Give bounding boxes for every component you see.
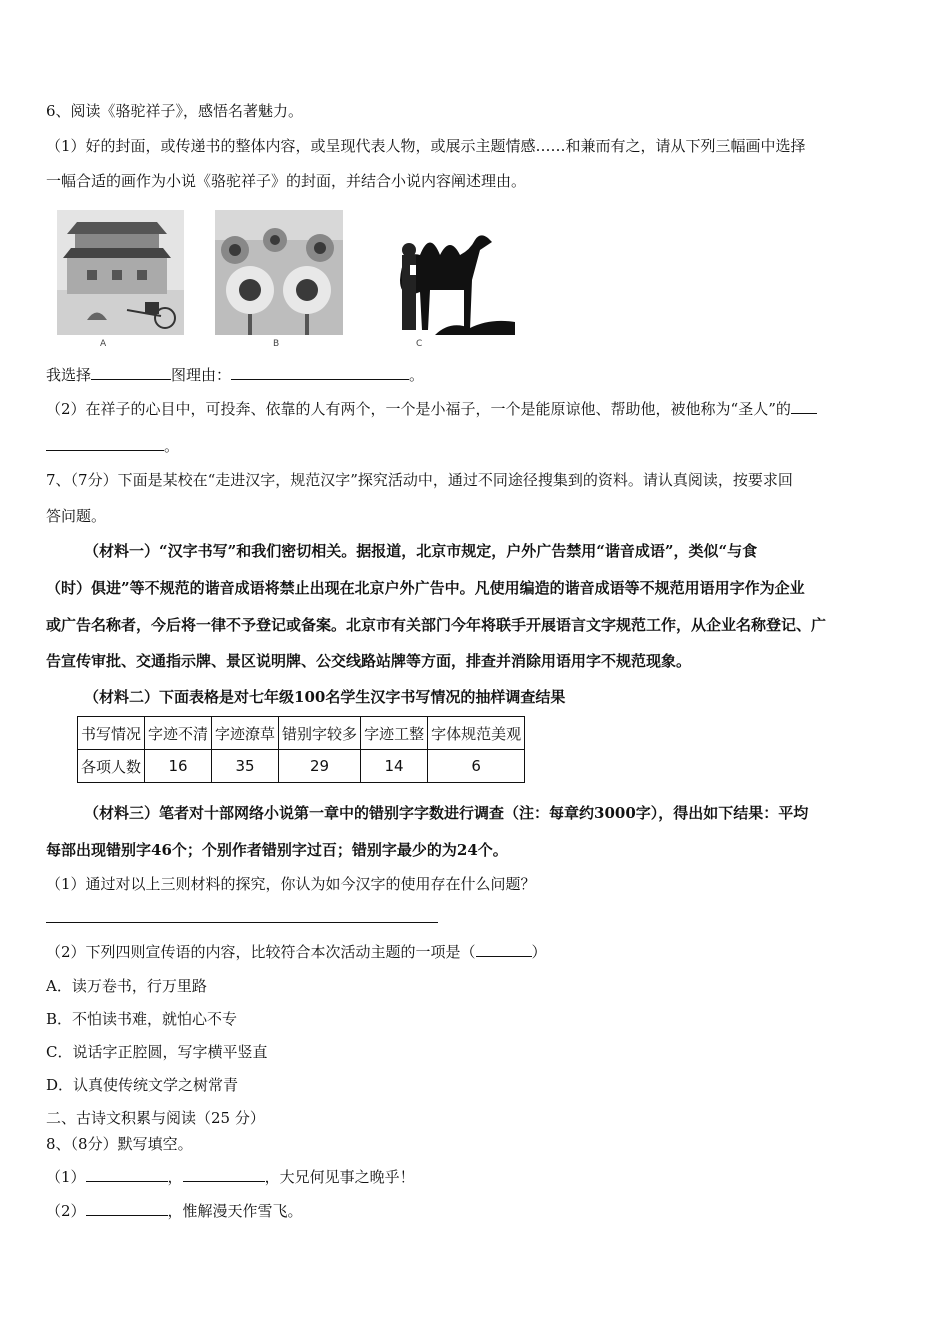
reason-prefix: 图理由：	[171, 366, 232, 384]
option-d: D．认真使传统文学之树常青	[46, 1076, 239, 1094]
q8-l1-prefix: （1）	[46, 1168, 86, 1186]
q6-choice-line	[46, 365, 424, 385]
q6-title: 6、阅读《骆驼祥子》，感悟名著魅力。	[46, 102, 304, 120]
q7-sub2-text: （2）下列四则宣传语的内容，比较符合本次活动主题的一项是（	[46, 943, 476, 961]
material1-line1: （材料一）“汉字书写”和我们密切相关。据报道，北京市规定，户外广告禁用“谐音成语”，类似“与食	[84, 542, 758, 560]
q7-title-line2: 答问题。	[46, 507, 107, 525]
option-a: A．读万卷书，行万里路	[46, 977, 207, 995]
table-header-cell: 书写情况	[78, 717, 145, 750]
q8-blank-1[interactable]	[86, 1167, 168, 1182]
choose-prefix: 我选择	[46, 366, 92, 384]
table-cell: 14	[361, 750, 428, 783]
material1-line2: （时）俱进”等不规范的谐音成语将禁止出现在北京户外广告中。凡使用编造的谐音成语等不规范用语用字作为企业	[46, 579, 805, 597]
image-c-label: C	[416, 339, 423, 349]
q8-l2-prefix: （2）	[46, 1202, 86, 1220]
table-cell: 16	[145, 750, 212, 783]
table-cell: 6	[428, 750, 525, 783]
option-b: B．不怕读书难，就怕心不专	[46, 1010, 238, 1028]
q8-blank-3[interactable]	[86, 1201, 168, 1216]
table-cell: 29	[279, 750, 361, 783]
table-row-label: 各项人数	[78, 750, 145, 783]
saint-blank-part2[interactable]	[46, 436, 164, 451]
sunflowers-image	[215, 210, 343, 335]
q8-l2-suffix: ，惟解漫天作雪飞。	[167, 1202, 303, 1220]
camel-man-silhouette-image	[380, 210, 515, 335]
choice-blank[interactable]	[91, 365, 171, 380]
table-header-cell: 字迹潦草	[212, 717, 279, 750]
choose-end: 。	[409, 366, 425, 384]
q8-l1-suffix: ，大兄何见事之晚乎！	[264, 1168, 415, 1186]
q8-blank-2[interactable]	[183, 1167, 265, 1182]
section2-title: 二、古诗文积累与阅读（25 分）	[46, 1109, 265, 1127]
q6-p1-line1: （1）好的封面，或传递书的整体内容，或呈现代表人物，或展示主题情感……和兼而有之，请从下列三幅画中选择	[46, 137, 806, 155]
option-c: C．说话字正腔圆，写字横平竖直	[46, 1043, 268, 1061]
material3-line1: （材料三）笔者对十部网络小说第一章中的错别字字数进行调查（注：每章约3000字），得出如下结果：平均	[84, 804, 809, 822]
table-header-row	[78, 717, 525, 750]
table-header-cell: 字迹工整	[361, 717, 428, 750]
q7-sub1-answer-line[interactable]	[46, 922, 438, 923]
table-header-cell: 字体规范美观	[428, 717, 525, 750]
q6-p1-line2: 一幅合适的画作为小说《骆驼祥子》的封面，并结合小说内容阐述理由。	[46, 172, 527, 190]
q6-p2-end: 。	[164, 437, 180, 455]
q8-line2	[46, 1201, 303, 1221]
table-header-cell: 字迹不清	[145, 717, 212, 750]
q6-p2-line2	[46, 436, 179, 456]
image-a-label: A	[100, 339, 107, 349]
table-row	[78, 750, 525, 783]
material1-line4: 告宣传审批、交通指示牌、景区说明牌、公交线路站牌等方面，排查并消除用语用字不规范现象。	[46, 652, 692, 670]
q7-sub2	[46, 942, 547, 962]
q7-sub2-close: ）	[531, 943, 547, 961]
material2-title: （材料二）下面表格是对七年级100名学生汉字书写情况的抽样调查结果	[84, 688, 566, 706]
saint-blank-part1[interactable]	[791, 399, 817, 414]
city-gate-rickshaw-image	[57, 210, 184, 335]
q6-p2-text: （2）在祥子的心目中，可投奔、依靠的人有两个，一个是小福子，一个是能原谅他、帮助他，被他称为“圣人”的	[46, 400, 791, 418]
q8-line1	[46, 1167, 415, 1187]
image-b-label: B	[273, 339, 280, 349]
q8-l1-sep: ，	[167, 1168, 183, 1186]
q7-sub1: （1）通过对以上三则材料的探究，你认为如今汉字的使用存在什么问题？	[46, 875, 536, 893]
survey-table	[77, 716, 525, 783]
material1-line3: 或广告名称者，今后将一律不予登记或备案。北京市有关部门今年将联手开展语言文字规范工作，从企业名称登记、广	[46, 616, 827, 634]
table-cell: 35	[212, 750, 279, 783]
q8-title: 8、（8分）默写填空。	[46, 1135, 193, 1153]
q6-p2-line1	[46, 399, 817, 419]
material3-line2: 每部出现错别字46个；个别作者错别字过百；错别字最少的为24个。	[46, 841, 508, 859]
q7-title-line1: 7、（7分）下面是某校在“走进汉字，规范汉字”探究活动中，通过不同途径搜集到的资料。请认真阅读，按要求回	[46, 471, 793, 489]
table-header-cell: 错别字较多	[279, 717, 361, 750]
q7-sub2-blank[interactable]	[476, 942, 532, 957]
reason-blank[interactable]	[231, 365, 409, 380]
